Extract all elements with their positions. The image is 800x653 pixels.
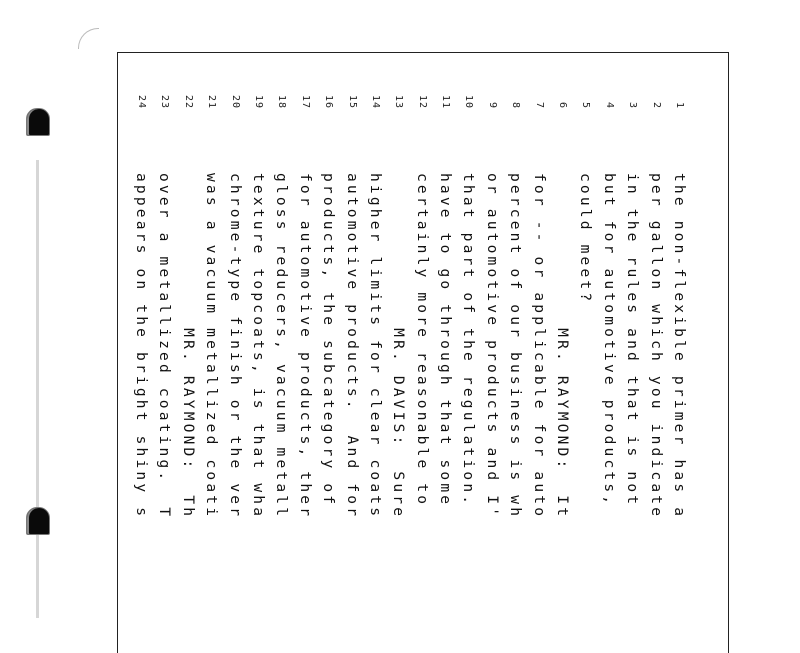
line-number: 1 xyxy=(674,101,685,109)
line-text: percent of our business is wh xyxy=(507,173,525,520)
line-text: texture topcoats, is that wha xyxy=(249,173,267,520)
line-number: 15 xyxy=(346,94,358,109)
line-number: 2 xyxy=(650,101,662,109)
binder-hole-bottom xyxy=(26,507,50,535)
binder-hole-top xyxy=(26,108,50,136)
line-text: higher limits for clear coats xyxy=(366,173,384,520)
line-text: products, the subcategory of xyxy=(320,173,338,508)
line-number: 9 xyxy=(486,101,498,109)
line-number: 13 xyxy=(393,94,405,109)
line-text: gloss reducers, vacuum metall xyxy=(273,173,291,520)
line-number: 3 xyxy=(627,101,639,109)
line-number: 21 xyxy=(206,94,218,109)
line-number: 11 xyxy=(440,94,452,109)
transcript-line xyxy=(551,81,574,653)
transcript-line xyxy=(153,81,176,653)
transcript-line xyxy=(457,81,480,653)
transcript-line xyxy=(597,81,620,653)
transcript-line xyxy=(480,81,503,653)
line-text: that part of the regulation. xyxy=(460,173,478,508)
line-number: 10 xyxy=(463,94,475,109)
line-number: 22 xyxy=(182,94,194,109)
line-number: 17 xyxy=(299,94,311,109)
binder-margin-line xyxy=(36,160,39,618)
transcript-line xyxy=(293,81,316,653)
transcript-line xyxy=(621,81,644,653)
line-text: MR. RAYMOND: Th xyxy=(179,173,197,520)
transcript-line xyxy=(200,81,223,653)
transcript-line xyxy=(527,81,550,653)
transcript-line xyxy=(270,81,293,653)
transcript-line xyxy=(317,81,340,653)
transcript-line xyxy=(176,81,199,653)
line-number: 23 xyxy=(159,94,171,109)
page-corner-arc xyxy=(78,28,99,49)
transcript-line xyxy=(130,81,153,653)
transcript-line xyxy=(434,81,457,653)
transcript-line xyxy=(223,81,246,653)
transcript-line xyxy=(340,81,363,653)
line-number: 6 xyxy=(557,101,569,109)
line-number: 7 xyxy=(533,101,545,109)
line-number: 19 xyxy=(252,94,264,109)
line-number: 20 xyxy=(229,94,241,109)
line-text: but for automotive products, xyxy=(600,173,618,508)
line-text: MR. DAVIS: Sure xyxy=(390,173,408,520)
line-text: per gallon which you indicate xyxy=(647,173,665,520)
line-text: was a vacuum metallized coati xyxy=(203,173,221,520)
transcript-line xyxy=(668,81,691,653)
line-number: 14 xyxy=(369,94,381,109)
line-text: for -- or applicable for auto xyxy=(530,173,548,520)
transcript-line xyxy=(574,81,597,653)
transcript-lines xyxy=(131,81,691,653)
transcript-line xyxy=(387,81,410,653)
line-number: 16 xyxy=(323,94,335,109)
line-text: in the rules and that is not xyxy=(624,173,642,508)
line-text: have to go through that some xyxy=(437,173,455,508)
line-number: 18 xyxy=(276,94,288,109)
line-text: MR. RAYMOND: It xyxy=(554,173,572,520)
line-text: over a metallized coating. T xyxy=(156,173,174,520)
line-text: or automotive products and I' xyxy=(483,173,501,520)
line-number: 8 xyxy=(510,101,522,109)
line-text: certainly more reasonable to xyxy=(413,173,431,508)
line-number: 24 xyxy=(136,94,148,109)
line-text: appears on the bright shiny s xyxy=(133,173,151,520)
line-text: automotive products. And for xyxy=(343,173,361,520)
line-number: 4 xyxy=(603,101,615,109)
transcript-line xyxy=(410,81,433,653)
transcript-line xyxy=(364,81,387,653)
transcript-line xyxy=(504,81,527,653)
line-text: chrome-type finish or the ver xyxy=(226,173,244,520)
transcript-line xyxy=(644,81,667,653)
line-text: could meet? xyxy=(577,173,595,305)
line-number: 12 xyxy=(416,94,428,109)
line-text: for automotive products, ther xyxy=(296,173,314,520)
line-text: the non-flexible primer has a xyxy=(671,173,688,520)
transcript-page xyxy=(117,52,729,653)
transcript-line xyxy=(247,81,270,653)
line-number: 5 xyxy=(580,101,592,109)
